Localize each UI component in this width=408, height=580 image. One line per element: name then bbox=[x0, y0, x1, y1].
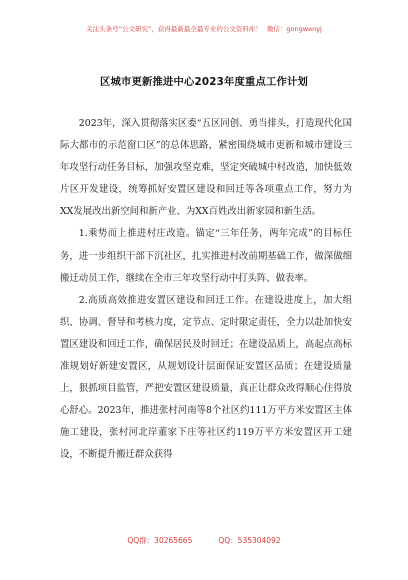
footer-qq-group: QQ群：30265665 bbox=[127, 536, 193, 545]
header-follow-text: 关注头条号“公文研究”，获得最新最全最专业的公文资料库！ bbox=[86, 25, 262, 33]
header-wechat-text: 微信：gongwenyj bbox=[266, 25, 322, 33]
document-title: 区城市更新推进中心2023年度重点工作计划 bbox=[100, 76, 308, 88]
body-paragraph-intro: 2023年，深入贯彻落实区委“五区同创、勇当排头，打造现代化国际大都市的示范窗口区”的总体思路，紧密围绕城市更新和城市建设三年攻坚行动任务目标，加强攻坚克难，坚定突破城中村改造，加快低效片区开发建设，统筹抓好安置区建设和回迁等各项重点工作，努力为XX发展改出新空间和新产业、为XX百姓改出新家园和新生活。 bbox=[60, 118, 352, 218]
body-paragraph-village-renovation: 1.乘势而上推进村庄改造。锚定“三年任务，两年完成”的目标任务，进一步组织干部下沉社区，扎实推进村改前期基础工作，做深做细搬迁动员工作，继续在全市三年攻坚行动中打头阵、做表率。 bbox=[60, 228, 352, 284]
footer-qq-number: QQ：535304092 bbox=[218, 536, 281, 545]
footer-contact bbox=[0, 535, 408, 546]
header-promo-note bbox=[0, 24, 408, 33]
document-body bbox=[60, 113, 352, 467]
body-paragraph-resettlement: 2.高质高效推进安置区建设和回迁工作。在建设进度上，加大组织、协调、督导和考核力度，定节点、定时限定责任，全力以赴加快安置区建设和回迁工作，确保居民及时回迁；在建设品质上，高起点高标准规划好新建安置区，从规划设计层面保证安置区品质；在建设质量上，狠抓项目监管，严把安置区建设质量，真正让群众改得顺心住得放心舒心。2023年，推进张村河南等8个社区约111万平方米安置区主体施工建设，张村河北岸董家下庄等社区约119万平方米安置区开工建设，不断提升搬迁群众获得 bbox=[60, 294, 352, 461]
